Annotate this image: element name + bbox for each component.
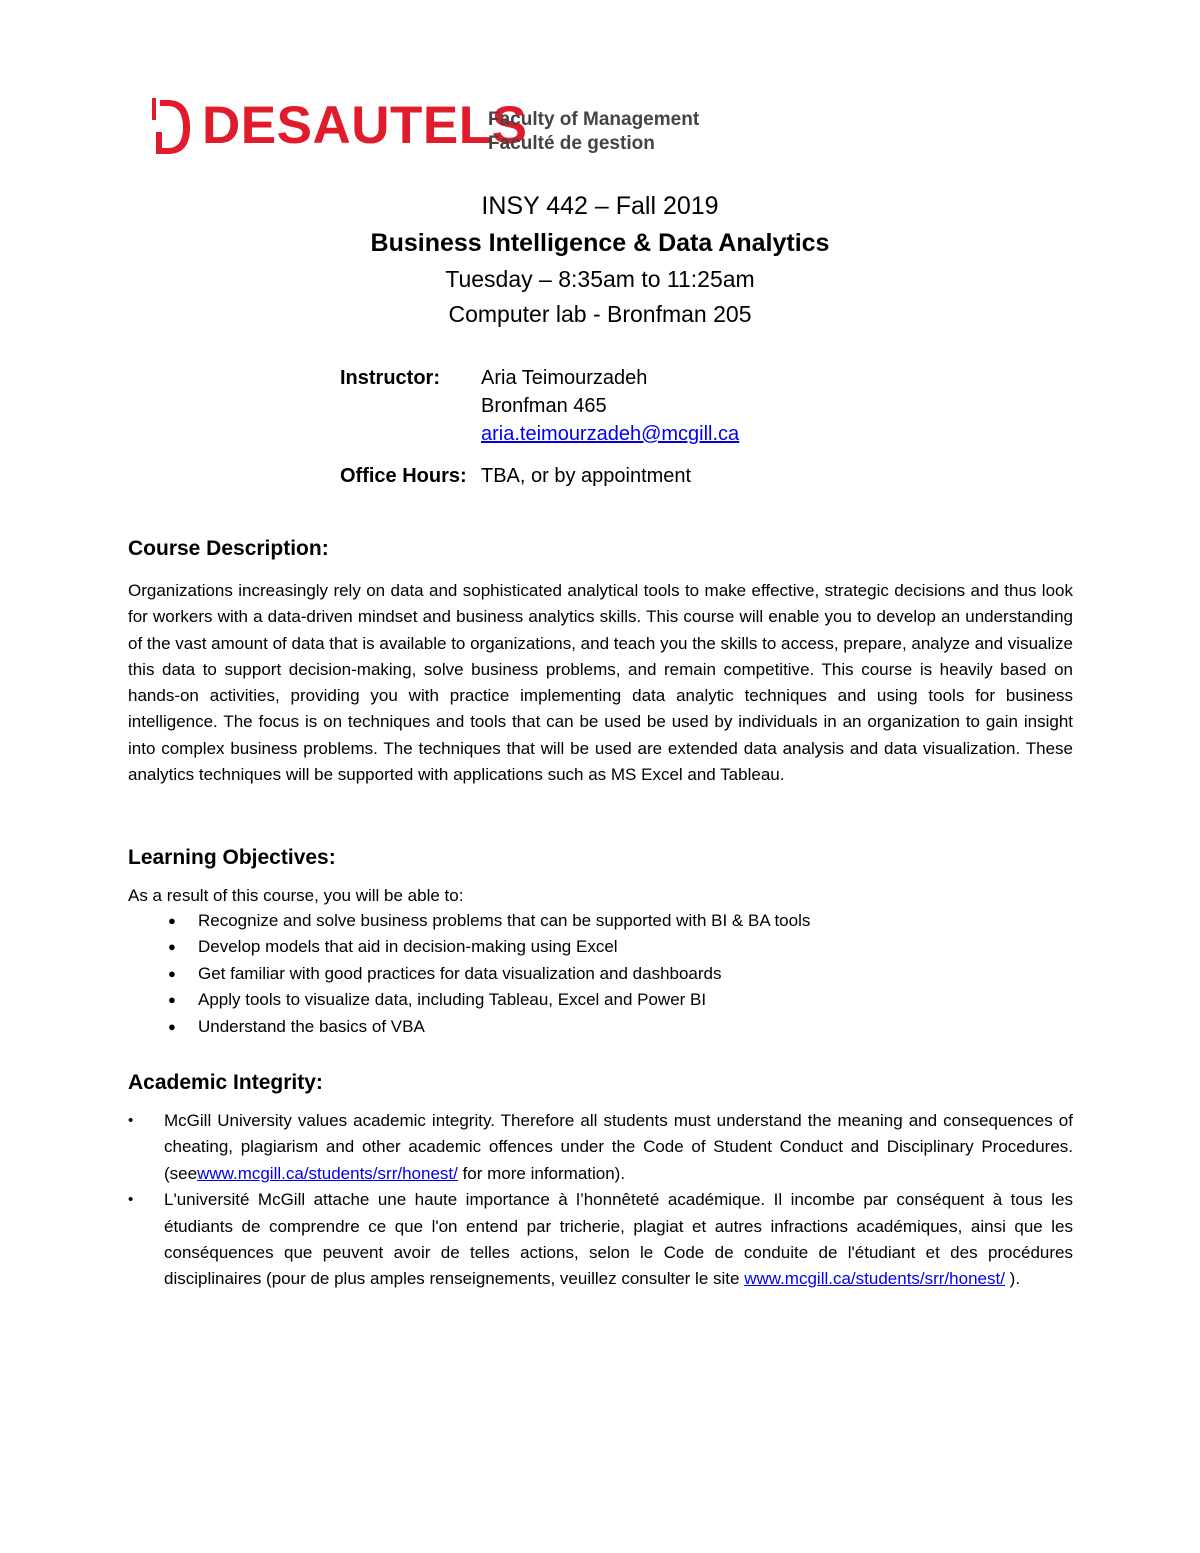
learning-objectives-intro: As a result of this course, you will be able to: bbox=[128, 886, 464, 905]
academic-integrity-heading: Academic Integrity: bbox=[128, 1071, 323, 1094]
objective-text: Get familiar with good practices for data visualization and dashboards bbox=[198, 963, 722, 983]
learning-objectives-heading: Learning Objectives: bbox=[128, 846, 336, 869]
office-hours-value: TBA, or by appointment bbox=[481, 465, 692, 487]
logo-subtitle-fr: Faculté de gestion bbox=[488, 133, 655, 154]
integrity-en-text: McGill University values academic integrity. Therefore all students must understand the meaning and consequences of cheating, plagiarism and other academic offences under the Code of Student Conduct and Disciplinary Procedures. (see bbox=[164, 1111, 1073, 1183]
list-item bbox=[128, 1187, 1073, 1293]
course-location: Computer lab - Bronfman 205 bbox=[448, 301, 752, 327]
bullet-icon: ● bbox=[168, 1018, 176, 1034]
objective-text: Recognize and solve business problems that can be supported with BI & BA tools bbox=[198, 911, 811, 930]
integrity-fr-after: ). bbox=[1004, 1269, 1021, 1289]
list-item bbox=[128, 987, 810, 1013]
office-hours-label: Office Hours: bbox=[340, 465, 467, 487]
course-title: Business Intelligence & Data Analytics bbox=[370, 229, 830, 257]
honesty-link-fr[interactable]: www.mcgill.ca/students/srr/honest/ bbox=[744, 1269, 1005, 1289]
bullet-icon: ● bbox=[168, 913, 176, 928]
instructor-office: Bronfman 465 bbox=[481, 395, 607, 417]
course-header bbox=[0, 188, 1200, 332]
logo-subtitle bbox=[488, 108, 699, 156]
list-item bbox=[128, 1108, 1073, 1187]
course-description-heading: Course Description: bbox=[128, 537, 329, 560]
objective-text: Develop models that aid in decision-making using Excel bbox=[198, 937, 618, 957]
integrity-fr-text: L'université McGill attache une haute importance à l’honnêteté académique. Il incombe par conséquent à tous les étudiants de comprendre ce que l'on entend par tricherie, plagiat et autres infractions académiques, ainsi que les conséquences que peuvent avoir de telles actions, selon le Code de conduite de l'étudiant et des procédures disciplinaires (pour de plus amples renseignements, veuillez consulter le site bbox=[164, 1190, 1073, 1289]
instructor-name: Aria Teimourzadeh bbox=[481, 367, 648, 389]
integrity-en-after: for more information). bbox=[457, 1163, 626, 1183]
desautels-logo bbox=[150, 94, 750, 160]
list-item bbox=[128, 934, 810, 960]
honesty-link-en[interactable]: www.mcgill.ca/students/srr/honest/ bbox=[197, 1163, 458, 1183]
desautels-logo-mark-icon bbox=[150, 96, 194, 156]
course-description-text: Organizations increasingly rely on data and sophisticated analytical tools to make effective, strategic decisions and thus look for workers with a data-driven mindset and business analytics skills. This course will enable you to develop an understanding of the vast amount of data that is available to organizations, and teach you the skills to access, prepare, analyze and visualize this data to support decision-making, solve business problems, and remain competitive. This course is heavily based on hands-on activities, providing you with practice implementing data analytic techniques and using tools for business intelligence. The focus is on techniques and tools that can be used be used by individuals in an organization to gain insight into complex business problems. The techniques that will be used are extended data analysis and data visualization. These analytics techniques will be supported with applications such as MS Excel and Tableau. bbox=[128, 581, 1074, 785]
bullet-icon: ● bbox=[168, 965, 176, 981]
bullet-icon: • bbox=[128, 1112, 134, 1129]
instructor-email-link[interactable]: aria.teimourzadeh@mcgill.ca bbox=[481, 423, 740, 445]
list-item bbox=[128, 908, 810, 934]
instructor-label: Instructor: bbox=[340, 367, 440, 389]
logo-subtitle-en: Faculty of Management bbox=[488, 109, 700, 130]
list-item bbox=[128, 961, 810, 987]
bullet-icon: ● bbox=[168, 939, 176, 955]
logo-wordmark: DESAUTELS bbox=[202, 96, 528, 155]
list-item bbox=[128, 1014, 810, 1040]
course-code: INSY 442 – Fall 2019 bbox=[481, 192, 719, 220]
bullet-icon: • bbox=[128, 1191, 134, 1209]
bullet-icon: ● bbox=[168, 992, 176, 1008]
academic-integrity-list bbox=[128, 1108, 1073, 1293]
learning-objectives-list bbox=[128, 908, 810, 1040]
objective-text: Apply tools to visualize data, including Tableau, Excel and Power BI bbox=[198, 990, 707, 1010]
objective-text: Understand the basics of VBA bbox=[198, 1016, 425, 1036]
course-schedule: Tuesday – 8:35am to 11:25am bbox=[445, 266, 755, 292]
